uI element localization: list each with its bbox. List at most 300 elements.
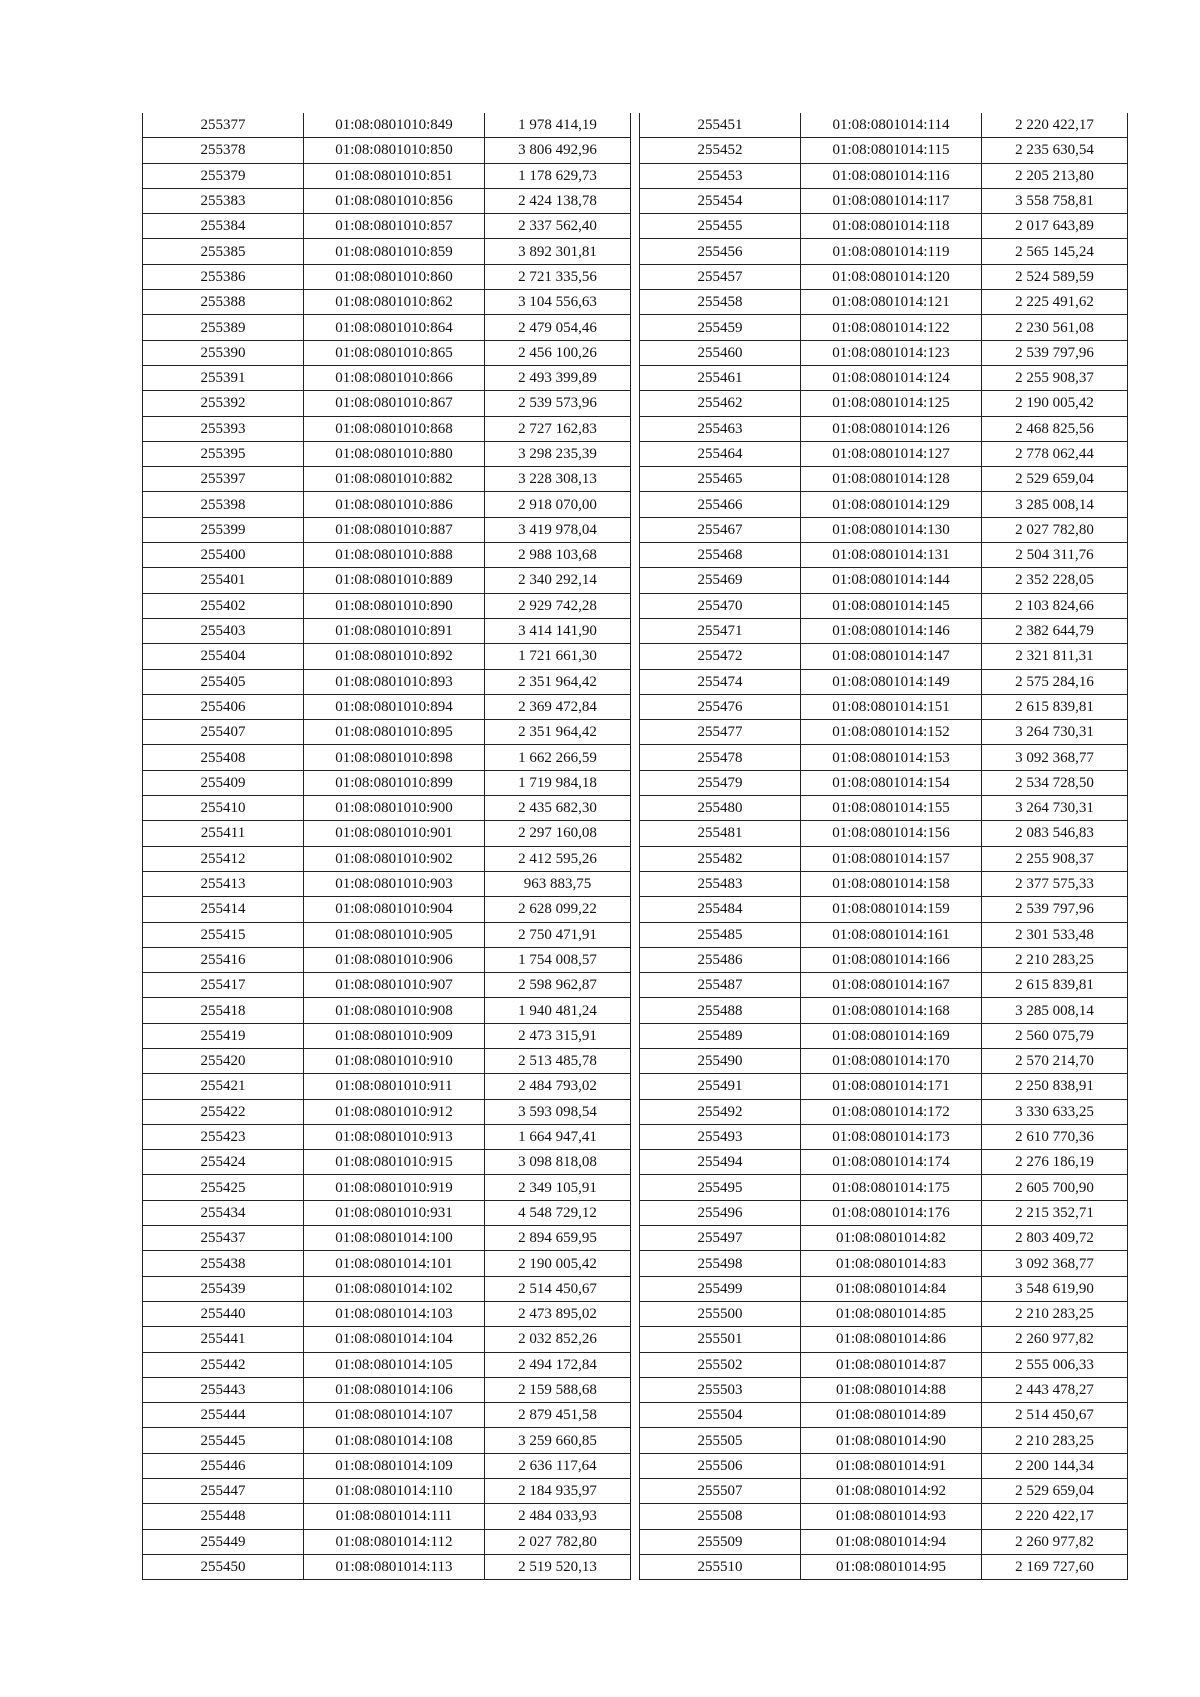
table-row [143, 1352, 631, 1377]
cadastral-value-cell: 2 570 214,70 [982, 1048, 1128, 1073]
row-number-cell: 255410 [143, 796, 304, 821]
cadastral-value-cell: 2 220 422,17 [982, 113, 1128, 138]
table-row [143, 188, 631, 213]
row-number-cell: 255421 [143, 1074, 304, 1099]
row-number-cell: 255463 [640, 416, 801, 441]
table-row [640, 264, 1128, 289]
cadastral-number-cell: 01:08:0801014:119 [801, 239, 982, 264]
cadastral-value-cell: 3 104 556,63 [485, 290, 631, 315]
cadastral-number-cell: 01:08:0801014:82 [801, 1226, 982, 1251]
cadastral-value-cell: 2 524 589,59 [982, 264, 1128, 289]
table-row [143, 1403, 631, 1428]
cadastral-value-cell: 1 978 414,19 [485, 113, 631, 138]
row-number-cell: 255471 [640, 618, 801, 643]
row-number-cell: 255474 [640, 669, 801, 694]
cadastral-value-cell: 3 548 619,90 [982, 1276, 1128, 1301]
cadastral-value-cell: 2 382 644,79 [982, 618, 1128, 643]
table-row [143, 1327, 631, 1352]
cadastral-number-cell: 01:08:0801010:851 [304, 163, 485, 188]
cadastral-number-cell: 01:08:0801014:122 [801, 315, 982, 340]
table-row [143, 1453, 631, 1478]
row-number-cell: 255504 [640, 1403, 801, 1428]
row-number-cell: 255486 [640, 947, 801, 972]
row-number-cell: 255451 [640, 113, 801, 138]
row-number-cell: 255492 [640, 1099, 801, 1124]
cadastral-number-cell: 01:08:0801014:168 [801, 998, 982, 1023]
cadastral-number-cell: 01:08:0801010:880 [304, 441, 485, 466]
cadastral-value-cell: 2 027 782,80 [982, 517, 1128, 542]
cadastral-value-cell: 2 349 105,91 [485, 1175, 631, 1200]
row-number-cell: 255409 [143, 770, 304, 795]
cadastral-value-cell: 2 210 283,25 [982, 947, 1128, 972]
cadastral-number-cell: 01:08:0801010:901 [304, 821, 485, 846]
row-number-cell: 255480 [640, 796, 801, 821]
row-number-cell: 255509 [640, 1529, 801, 1554]
cadastral-value-cell: 3 593 098,54 [485, 1099, 631, 1124]
row-number-cell: 255384 [143, 214, 304, 239]
table-row [640, 770, 1128, 795]
cadastral-value-cell: 963 883,75 [485, 871, 631, 896]
table-row [143, 416, 631, 441]
cadastral-number-cell: 01:08:0801010:900 [304, 796, 485, 821]
row-number-cell: 255461 [640, 365, 801, 390]
cadastral-number-cell: 01:08:0801010:856 [304, 188, 485, 213]
cadastral-value-cell: 2 605 700,90 [982, 1175, 1128, 1200]
table-row [640, 669, 1128, 694]
row-number-cell: 255419 [143, 1023, 304, 1048]
cadastral-number-cell: 01:08:0801014:153 [801, 745, 982, 770]
row-number-cell: 255488 [640, 998, 801, 1023]
table-row [640, 1251, 1128, 1276]
row-number-cell: 255503 [640, 1377, 801, 1402]
row-number-cell: 255414 [143, 897, 304, 922]
table-row [640, 416, 1128, 441]
table-row [143, 1377, 631, 1402]
cadastral-number-cell: 01:08:0801014:126 [801, 416, 982, 441]
cadastral-number-cell: 01:08:0801014:86 [801, 1327, 982, 1352]
table-row [143, 1428, 631, 1453]
cadastral-value-cell: 2 615 839,81 [982, 973, 1128, 998]
cadastral-number-cell: 01:08:0801014:144 [801, 568, 982, 593]
cadastral-number-cell: 01:08:0801014:172 [801, 1099, 982, 1124]
cadastral-number-cell: 01:08:0801014:121 [801, 290, 982, 315]
row-number-cell: 255507 [640, 1479, 801, 1504]
row-number-cell: 255495 [640, 1175, 801, 1200]
cadastral-number-cell: 01:08:0801010:903 [304, 871, 485, 896]
cadastral-value-cell: 1 754 008,57 [485, 947, 631, 972]
table-row [143, 694, 631, 719]
table-row [640, 1048, 1128, 1073]
table-row [640, 1428, 1128, 1453]
row-number-cell: 255484 [640, 897, 801, 922]
row-number-cell: 255378 [143, 138, 304, 163]
cadastral-value-cell: 2 377 575,33 [982, 871, 1128, 896]
row-number-cell: 255407 [143, 720, 304, 745]
table-row [640, 1453, 1128, 1478]
cadastral-number-cell: 01:08:0801014:109 [304, 1453, 485, 1478]
cadastral-value-cell: 2 340 292,14 [485, 568, 631, 593]
cadastral-value-cell: 2 352 228,05 [982, 568, 1128, 593]
table-row [143, 492, 631, 517]
cadastral-value-cell: 2 027 782,80 [485, 1529, 631, 1554]
table-row [143, 138, 631, 163]
row-number-cell: 255447 [143, 1479, 304, 1504]
cadastral-number-cell: 01:08:0801014:147 [801, 644, 982, 669]
cadastral-number-cell: 01:08:0801010:919 [304, 1175, 485, 1200]
cadastral-value-cell: 2 615 839,81 [982, 694, 1128, 719]
row-number-cell: 255455 [640, 214, 801, 239]
cadastral-number-cell: 01:08:0801010:909 [304, 1023, 485, 1048]
row-number-cell: 255443 [143, 1377, 304, 1402]
row-number-cell: 255386 [143, 264, 304, 289]
cadastral-value-cell: 2 529 659,04 [982, 1479, 1128, 1504]
row-number-cell: 255494 [640, 1150, 801, 1175]
cadastral-value-cell: 2 529 659,04 [982, 467, 1128, 492]
row-number-cell: 255505 [640, 1428, 801, 1453]
cadastral-value-cell: 2 494 172,84 [485, 1352, 631, 1377]
table-row [143, 365, 631, 390]
cadastral-number-cell: 01:08:0801014:107 [304, 1403, 485, 1428]
cadastral-number-cell: 01:08:0801014:175 [801, 1175, 982, 1200]
table-row [640, 467, 1128, 492]
row-number-cell: 255413 [143, 871, 304, 896]
cadastral-value-cell: 2 351 964,42 [485, 720, 631, 745]
cadastral-value-cell: 2 220 422,17 [982, 1504, 1128, 1529]
right-table [639, 113, 1128, 1580]
table-row [640, 796, 1128, 821]
cadastral-number-cell: 01:08:0801014:124 [801, 365, 982, 390]
cadastral-number-cell: 01:08:0801014:125 [801, 391, 982, 416]
table-row [143, 1554, 631, 1579]
table-row [640, 543, 1128, 568]
table-row [143, 745, 631, 770]
cadastral-number-cell: 01:08:0801014:166 [801, 947, 982, 972]
cadastral-number-cell: 01:08:0801014:95 [801, 1554, 982, 1579]
cadastral-value-cell: 2 519 520,13 [485, 1554, 631, 1579]
table-row [143, 871, 631, 896]
row-number-cell: 255434 [143, 1200, 304, 1225]
cadastral-value-cell: 3 228 308,13 [485, 467, 631, 492]
row-number-cell: 255459 [640, 315, 801, 340]
cadastral-value-cell: 2 017 643,89 [982, 214, 1128, 239]
table-row [143, 1150, 631, 1175]
row-number-cell: 255458 [640, 290, 801, 315]
table-row [640, 568, 1128, 593]
cadastral-number-cell: 01:08:0801010:882 [304, 467, 485, 492]
cadastral-value-cell: 2 560 075,79 [982, 1023, 1128, 1048]
cadastral-number-cell: 01:08:0801010:911 [304, 1074, 485, 1099]
table-row [143, 770, 631, 795]
table-row [640, 1504, 1128, 1529]
row-number-cell: 255424 [143, 1150, 304, 1175]
cadastral-number-cell: 01:08:0801014:102 [304, 1276, 485, 1301]
cadastral-number-cell: 01:08:0801010:859 [304, 239, 485, 264]
cadastral-number-cell: 01:08:0801014:123 [801, 340, 982, 365]
table-row [143, 391, 631, 416]
cadastral-value-cell: 1 662 266,59 [485, 745, 631, 770]
cadastral-number-cell: 01:08:0801014:131 [801, 543, 982, 568]
table-row [640, 1276, 1128, 1301]
cadastral-number-cell: 01:08:0801010:904 [304, 897, 485, 922]
cadastral-value-cell: 2 412 595,26 [485, 846, 631, 871]
row-number-cell: 255477 [640, 720, 801, 745]
cadastral-value-cell: 3 098 818,08 [485, 1150, 631, 1175]
table-row [143, 1529, 631, 1554]
row-number-cell: 255493 [640, 1124, 801, 1149]
cadastral-value-cell: 2 879 451,58 [485, 1403, 631, 1428]
table-row [640, 1124, 1128, 1149]
cadastral-value-cell: 2 803 409,72 [982, 1226, 1128, 1251]
cadastral-number-cell: 01:08:0801010:899 [304, 770, 485, 795]
cadastral-value-cell: 3 330 633,25 [982, 1099, 1128, 1124]
table-row [143, 1023, 631, 1048]
cadastral-number-cell: 01:08:0801014:84 [801, 1276, 982, 1301]
table-row [640, 315, 1128, 340]
cadastral-value-cell: 2 493 399,89 [485, 365, 631, 390]
table-row [143, 264, 631, 289]
row-number-cell: 255487 [640, 973, 801, 998]
row-number-cell: 255395 [143, 441, 304, 466]
table-row [640, 441, 1128, 466]
table-row [640, 593, 1128, 618]
row-number-cell: 255448 [143, 1504, 304, 1529]
cadastral-number-cell: 01:08:0801014:158 [801, 871, 982, 896]
left-table [142, 113, 631, 1580]
cadastral-value-cell: 2 473 315,91 [485, 1023, 631, 1048]
table-row [640, 1175, 1128, 1200]
table-row [143, 467, 631, 492]
row-number-cell: 255408 [143, 745, 304, 770]
cadastral-number-cell: 01:08:0801014:176 [801, 1200, 982, 1225]
cadastral-number-cell: 01:08:0801014:117 [801, 188, 982, 213]
cadastral-value-cell: 1 178 629,73 [485, 163, 631, 188]
cadastral-number-cell: 01:08:0801010:893 [304, 669, 485, 694]
cadastral-value-cell: 2 260 977,82 [982, 1327, 1128, 1352]
table-row [143, 897, 631, 922]
table-row [640, 720, 1128, 745]
row-number-cell: 255417 [143, 973, 304, 998]
cadastral-number-cell: 01:08:0801014:171 [801, 1074, 982, 1099]
cadastral-value-cell: 2 184 935,97 [485, 1479, 631, 1504]
row-number-cell: 255501 [640, 1327, 801, 1352]
cadastral-number-cell: 01:08:0801014:83 [801, 1251, 982, 1276]
row-number-cell: 255446 [143, 1453, 304, 1478]
row-number-cell: 255499 [640, 1276, 801, 1301]
cadastral-value-cell: 2 351 964,42 [485, 669, 631, 694]
row-number-cell: 255478 [640, 745, 801, 770]
row-number-cell: 255498 [640, 1251, 801, 1276]
cadastral-value-cell: 2 260 977,82 [982, 1529, 1128, 1554]
cadastral-number-cell: 01:08:0801010:902 [304, 846, 485, 871]
table-row [640, 973, 1128, 998]
cadastral-number-cell: 01:08:0801010:849 [304, 113, 485, 138]
table-row [640, 517, 1128, 542]
table-row [640, 239, 1128, 264]
table-row [640, 897, 1128, 922]
row-number-cell: 255390 [143, 340, 304, 365]
table-row [640, 1403, 1128, 1428]
cadastral-number-cell: 01:08:0801014:91 [801, 1453, 982, 1478]
cadastral-number-cell: 01:08:0801010:889 [304, 568, 485, 593]
table-row [640, 138, 1128, 163]
row-number-cell: 255500 [640, 1301, 801, 1326]
row-number-cell: 255416 [143, 947, 304, 972]
cadastral-value-cell: 3 892 301,81 [485, 239, 631, 264]
table-row [143, 1074, 631, 1099]
table-row [640, 365, 1128, 390]
cadastral-value-cell: 2 205 213,80 [982, 163, 1128, 188]
cadastral-value-cell: 3 092 368,77 [982, 1251, 1128, 1276]
cadastral-value-cell: 2 103 824,66 [982, 593, 1128, 618]
row-number-cell: 255483 [640, 871, 801, 896]
row-number-cell: 255398 [143, 492, 304, 517]
cadastral-value-cell: 2 169 727,60 [982, 1554, 1128, 1579]
cadastral-value-cell: 3 806 492,96 [485, 138, 631, 163]
cadastral-number-cell: 01:08:0801014:89 [801, 1403, 982, 1428]
row-number-cell: 255411 [143, 821, 304, 846]
cadastral-number-cell: 01:08:0801014:149 [801, 669, 982, 694]
cadastral-number-cell: 01:08:0801014:118 [801, 214, 982, 239]
cadastral-number-cell: 01:08:0801014:151 [801, 694, 982, 719]
row-number-cell: 255401 [143, 568, 304, 593]
cadastral-number-cell: 01:08:0801010:907 [304, 973, 485, 998]
cadastral-number-cell: 01:08:0801014:115 [801, 138, 982, 163]
cadastral-number-cell: 01:08:0801014:167 [801, 973, 982, 998]
table-row [143, 644, 631, 669]
row-number-cell: 255439 [143, 1276, 304, 1301]
cadastral-value-cell: 2 276 186,19 [982, 1150, 1128, 1175]
cadastral-number-cell: 01:08:0801014:154 [801, 770, 982, 795]
row-number-cell: 255506 [640, 1453, 801, 1478]
row-number-cell: 255392 [143, 391, 304, 416]
cadastral-number-cell: 01:08:0801010:886 [304, 492, 485, 517]
cadastral-value-cell: 3 092 368,77 [982, 745, 1128, 770]
table-row [143, 163, 631, 188]
cadastral-value-cell: 2 628 099,22 [485, 897, 631, 922]
cadastral-value-cell: 2 230 561,08 [982, 315, 1128, 340]
cadastral-value-cell: 3 264 730,31 [982, 720, 1128, 745]
row-number-cell: 255403 [143, 618, 304, 643]
cadastral-value-cell: 2 468 825,56 [982, 416, 1128, 441]
cadastral-value-cell: 3 285 008,14 [982, 492, 1128, 517]
row-number-cell: 255441 [143, 1327, 304, 1352]
right-table-body [640, 113, 1128, 1580]
table-row [640, 871, 1128, 896]
cadastral-number-cell: 01:08:0801014:113 [304, 1554, 485, 1579]
table-row [143, 1099, 631, 1124]
cadastral-number-cell: 01:08:0801010:913 [304, 1124, 485, 1149]
row-number-cell: 255502 [640, 1352, 801, 1377]
cadastral-value-cell: 2 727 162,83 [485, 416, 631, 441]
cadastral-number-cell: 01:08:0801010:912 [304, 1099, 485, 1124]
table-row [640, 391, 1128, 416]
row-number-cell: 255456 [640, 239, 801, 264]
table-row [143, 315, 631, 340]
cadastral-number-cell: 01:08:0801010:850 [304, 138, 485, 163]
table-row [143, 1276, 631, 1301]
table-row [143, 1479, 631, 1504]
row-number-cell: 255377 [143, 113, 304, 138]
row-number-cell: 255393 [143, 416, 304, 441]
cadastral-value-cell: 1 940 481,24 [485, 998, 631, 1023]
cadastral-number-cell: 01:08:0801014:94 [801, 1529, 982, 1554]
cadastral-number-cell: 01:08:0801010:864 [304, 315, 485, 340]
cadastral-number-cell: 01:08:0801010:910 [304, 1048, 485, 1073]
row-number-cell: 255420 [143, 1048, 304, 1073]
row-number-cell: 255402 [143, 593, 304, 618]
table-row [640, 947, 1128, 972]
cadastral-value-cell: 2 575 284,16 [982, 669, 1128, 694]
cadastral-value-cell: 2 083 546,83 [982, 821, 1128, 846]
cadastral-number-cell: 01:08:0801014:157 [801, 846, 982, 871]
row-number-cell: 255388 [143, 290, 304, 315]
cadastral-number-cell: 01:08:0801014:127 [801, 441, 982, 466]
table-row [640, 492, 1128, 517]
table-row [143, 568, 631, 593]
cadastral-number-cell: 01:08:0801010:888 [304, 543, 485, 568]
cadastral-number-cell: 01:08:0801010:857 [304, 214, 485, 239]
cadastral-value-cell: 2 988 103,68 [485, 543, 631, 568]
table-row [640, 1529, 1128, 1554]
cadastral-value-cell: 1 664 947,41 [485, 1124, 631, 1149]
table-row [640, 846, 1128, 871]
cadastral-number-cell: 01:08:0801014:116 [801, 163, 982, 188]
cadastral-number-cell: 01:08:0801014:93 [801, 1504, 982, 1529]
table-row [143, 1048, 631, 1073]
row-number-cell: 255415 [143, 922, 304, 947]
cadastral-number-cell: 01:08:0801014:85 [801, 1301, 982, 1326]
cadastral-value-cell: 2 190 005,42 [982, 391, 1128, 416]
table-row [640, 1200, 1128, 1225]
table-row [143, 239, 631, 264]
cadastral-number-cell: 01:08:0801014:100 [304, 1226, 485, 1251]
cadastral-number-cell: 01:08:0801014:106 [304, 1377, 485, 1402]
table-row [640, 188, 1128, 213]
cadastral-value-cell: 2 456 100,26 [485, 340, 631, 365]
table-row [143, 441, 631, 466]
table-row [143, 113, 631, 138]
row-number-cell: 255510 [640, 1554, 801, 1579]
row-number-cell: 255497 [640, 1226, 801, 1251]
table-row [640, 163, 1128, 188]
table-row [143, 846, 631, 871]
table-row [143, 973, 631, 998]
cadastral-number-cell: 01:08:0801014:173 [801, 1124, 982, 1149]
table-row [143, 290, 631, 315]
cadastral-value-cell: 3 414 141,90 [485, 618, 631, 643]
cadastral-value-cell: 2 443 478,27 [982, 1377, 1128, 1402]
cadastral-number-cell: 01:08:0801010:906 [304, 947, 485, 972]
cadastral-number-cell: 01:08:0801010:866 [304, 365, 485, 390]
cadastral-value-cell: 2 894 659,95 [485, 1226, 631, 1251]
row-number-cell: 255389 [143, 315, 304, 340]
cadastral-number-cell: 01:08:0801014:156 [801, 821, 982, 846]
cadastral-number-cell: 01:08:0801010:905 [304, 922, 485, 947]
cadastral-number-cell: 01:08:0801014:103 [304, 1301, 485, 1326]
cadastral-number-cell: 01:08:0801010:898 [304, 745, 485, 770]
row-number-cell: 255404 [143, 644, 304, 669]
row-number-cell: 255468 [640, 543, 801, 568]
cadastral-value-cell: 2 539 573,96 [485, 391, 631, 416]
cadastral-value-cell: 3 285 008,14 [982, 998, 1128, 1023]
cadastral-value-cell: 2 424 138,78 [485, 188, 631, 213]
table-row [143, 1251, 631, 1276]
table-row [143, 998, 631, 1023]
cadastral-number-cell: 01:08:0801014:108 [304, 1428, 485, 1453]
row-number-cell: 255482 [640, 846, 801, 871]
cadastral-value-cell: 2 484 033,93 [485, 1504, 631, 1529]
table-row [143, 618, 631, 643]
